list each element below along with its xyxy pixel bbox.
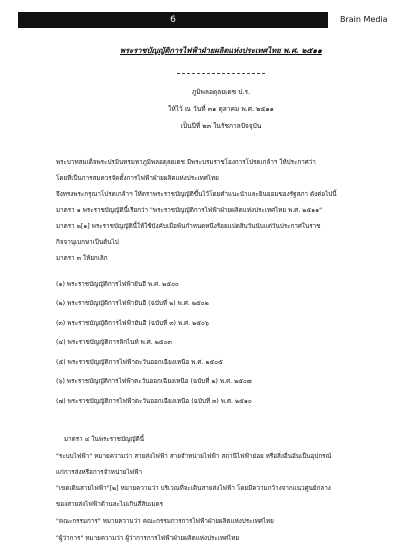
definition-line: "ผู้ว่าการ" หมายความว่า ผู้ว่าการการไฟฟ้าฝ่ายผลิตแห่งประเทศไทย	[56, 535, 240, 542]
definition-line: ของสายส่งไฟฟ้าด้านละไม่เกินสี่สิบเมตร	[56, 501, 163, 508]
royal-signature: ภูมิพลอดุลยเดช ป.ร.	[191, 88, 251, 96]
definition-line: "คณะกรรมการ" หมายความว่า คณะกรรมการการไฟฟ้าฝ่ายผลิตแห่งประเทศไทย	[56, 518, 274, 525]
paragraph-line: จึงทรงพระกรุณาโปรดเกล้าฯ ให้ตราพระราชบัญญัติขึ้นไว้โดยคำแนะนำและยินยอมของรัฐสภา ดังต่อไปนี้	[56, 191, 337, 198]
definition-line: แก่การส่งหรือการจำหน่ายไฟฟ้า	[56, 469, 143, 476]
definition-line: "ระบบไฟฟ้า" หมายความว่า สายส่งไฟฟ้า สายจำหน่ายไฟฟ้า สถานีไฟฟ้าย่อย หรือสิ่งอื่นอันเป็นอุปกรณ์	[56, 453, 332, 460]
list-item: (๓) พระราชบัญญัติการไฟฟ้ายันฮี (ฉบับที่ ๓) พ.ศ. ๒๕๐๖	[56, 320, 209, 327]
section-line: มาตรา ๓ ให้ยกเลิก	[56, 255, 108, 262]
page-number-bar	[18, 12, 328, 28]
list-item: (๕) พระราชบัญญัติการไฟฟ้าตะวันออกเฉียงเหนือ พ.ศ. ๒๕๐๕	[56, 359, 223, 366]
section-line: มาตรา ๔ ในพระราชบัญญัตินี้	[64, 436, 145, 443]
list-item: (๒) พระราชบัญญัติการไฟฟ้ายันฮี (ฉบับที่ ๒) พ.ศ. ๒๕๐๒	[56, 300, 209, 307]
list-item: (๔) พระราชบัญญัติการลิกไนท์ พ.ศ. ๒๕๐๓	[56, 339, 172, 346]
paragraph-line: พระบาทสมเด็จพระปรมินทรมหาภูมิพลอดุลยเดช มีพระบรมราชโองการโปรดเกล้าฯ ให้ประกาศว่า	[56, 159, 316, 166]
publisher-brand: Brain Media	[340, 15, 388, 24]
paragraph-line: โดยที่เป็นการสมควรจัดตั้งการไฟฟ้าฝ่ายผลิตแห่งประเทศไทย	[56, 175, 219, 182]
page-number: 6	[170, 15, 176, 25]
list-item: (๗) พระราชบัญญัติการไฟฟ้าตะวันออกเฉียงเหนือ (ฉบับที่ ๓) พ.ศ. ๒๕๑๐	[56, 398, 252, 405]
list-item: (๑) พระราชบัญญัติการไฟฟ้ายันฮี พ.ศ. ๒๕๐๐	[56, 281, 179, 288]
document-title: พระราชบัญญัติการไฟฟ้าฝ่ายผลิตแห่งประเทศไทย พ.ศ. ๒๕๑๑	[120, 46, 322, 55]
reign-year: เป็นปีที่ ๒๓ ในรัชกาลปัจจุบัน	[180, 122, 262, 130]
paragraph-line: กิจจานุเบกษาเป็นต้นไป	[56, 239, 119, 246]
section-line: มาตรา ๒[๑] พระราชบัญญัตินี้ให้ใช้บังคับเมื่อพ้นกำหนดหนึ่งร้อยแปดสิบวันนับแต่วันประกาศในราช	[56, 223, 321, 230]
definition-line: "เขตเดินสายไฟฟ้า"[๒] หมายความว่า บริเวณที่จะเดินสายส่งไฟฟ้า โดยมีความกว้างจากแนวศูนย์กลาง	[56, 485, 331, 492]
list-item: (๖) พระราชบัญญัติการไฟฟ้าตะวันออกเฉียงเหนือ (ฉบับที่ ๒) พ.ศ. ๒๕๐๗	[56, 378, 252, 385]
title-divider	[177, 73, 265, 74]
section-line: มาตรา ๑ พระราชบัญญัตินี้เรียกว่า "พระราชบัญญัติการไฟฟ้าฝ่ายผลิตแห่งประเทศไทย พ.ศ. ๒๕๑๑"	[56, 207, 323, 214]
given-date: ให้ไว้ ณ วันที่ ๓๑ ตุลาคม พ.ศ. ๒๕๑๑	[168, 105, 274, 113]
